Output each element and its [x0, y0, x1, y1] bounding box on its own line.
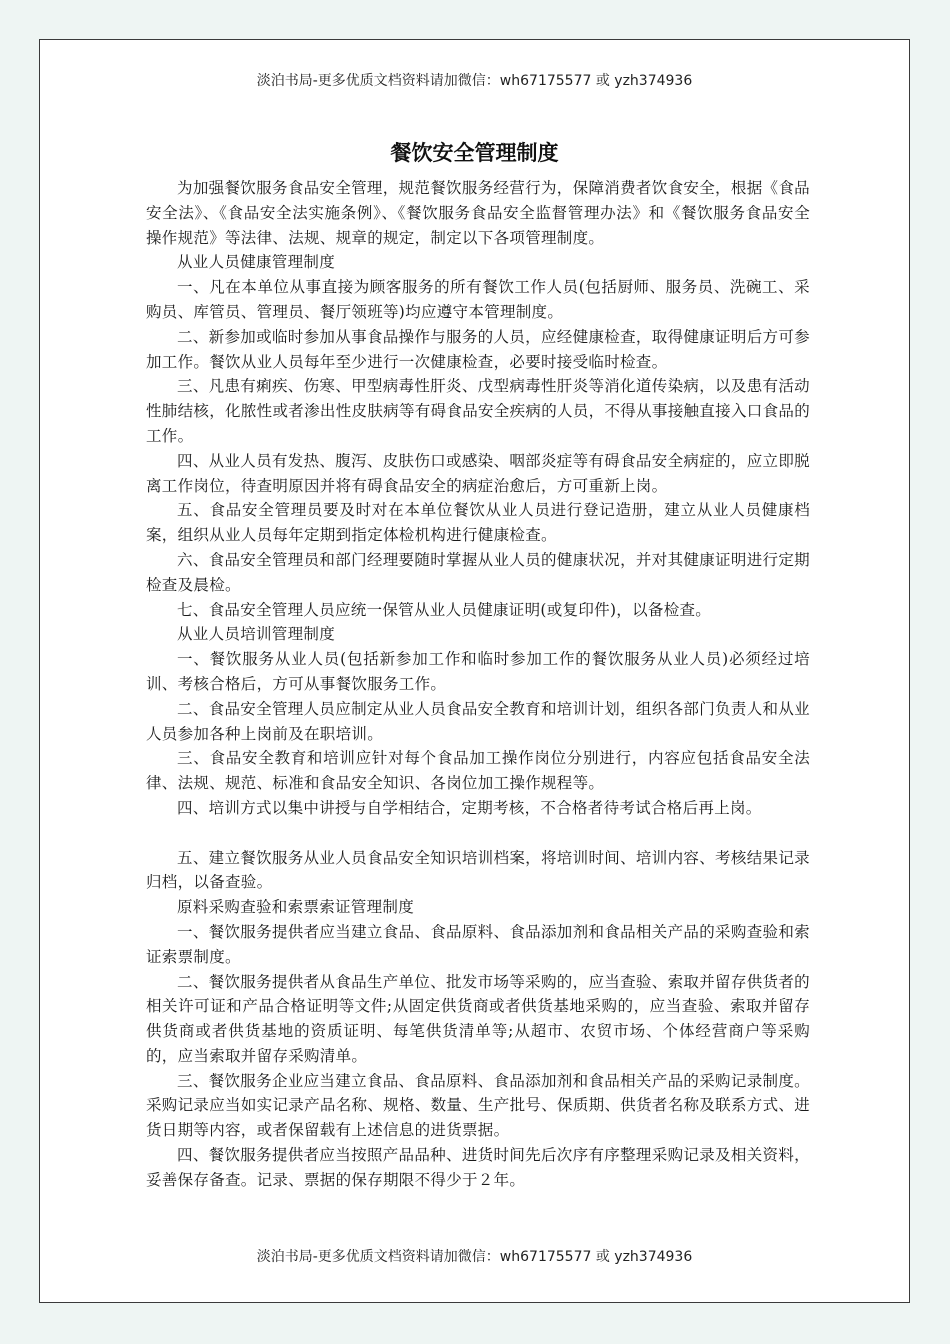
health-clause-2: 二、新参加或临时参加从事食品操作与服务的人员，应经健康检查，取得健康证明后方可参加工作。餐饮从业人员每年至少进行一次健康检查，必要时接受临时检查。	[146, 327, 810, 371]
document-page	[39, 39, 910, 1303]
health-clause-4: 四、从业人员有发热、腹泻、皮肤伤口或感染、咽部炎症等有碍食品安全病症的，应立即脱离工作岗位，待查明原因并将有碍食品安全的病症治愈后，方可重新上岗。	[146, 451, 810, 495]
procurement-clause-3: 三、餐饮服务企业应当建立食品、食品原料、食品添加剂和食品相关产品的采购记录制度。采购记录应当如实记录产品名称、规格、数量、生产批号、保质期、供货者名称及联系方式、进货日期等内容，或者保留载有上述信息的进货票据。	[146, 1071, 810, 1140]
footer-watermark: 淡泊书局-更多优质文档资料请加微信：wh67175577 或 yzh374936	[256, 1249, 693, 1265]
procurement-clause-2: 二、餐饮服务提供者从食品生产单位、批发市场等采购的，应当查验、索取并留存供货者的相关许可证和产品合格证明等文件;从固定供货商或者供货基地采购的，应当查验、索取并留存供货商或者供货基地的资质证明、每笔供货清单等;从超市、农贸市场、个体经营商户等采购的，应当索取并留存采购清单。	[146, 972, 810, 1065]
training-clause-5: 五、建立餐饮服务从业人员食品安全知识培训档案，将培训时间、培训内容、考核结果记录归档，以备查验。	[146, 848, 810, 892]
procurement-clause-4: 四、餐饮服务提供者应当按照产品品种、进货时间先后次序有序整理采购记录及相关资料，妥善保存备查。记录、票据的保存期限不得少于２年。	[146, 1146, 810, 1189]
health-clause-1: 一、凡在本单位从事直接为顾客服务的所有餐饮工作人员(包括厨师、服务员、洗碗工、采购员、库管员、管理员、餐厅领班等)均应遵守本管理制度。	[146, 278, 810, 321]
section-heading-procurement: 原料采购查验和索票索证管理制度	[177, 898, 415, 917]
section-heading-health: 从业人员健康管理制度	[177, 253, 336, 272]
health-clause-5: 五、食品安全管理员要及时对在本单位餐饮从业人员进行登记造册，建立从业人员健康档案，组织从业人员每年定期到指定体检机构进行健康检查。	[146, 501, 810, 545]
health-clause-7: 七、食品安全管理人员应统一保管从业人员健康证明(或复印件)，以备检查。	[177, 600, 712, 619]
procurement-clause-1: 一、餐饮服务提供者应当建立食品、食品原料、食品添加剂和食品相关产品的采购查验和索证索票制度。	[146, 922, 810, 966]
training-clause-2: 二、食品安全管理人员应制定从业人员食品安全教育和培训计划，组织各部门负责人和从业人员参加各种上岗前及在职培训。	[146, 699, 810, 743]
training-clause-4: 四、培训方式以集中讲授与自学相结合，定期考核，不合格者待考试合格后再上岗。	[177, 798, 762, 817]
section-heading-training: 从业人员培训管理制度	[177, 625, 336, 644]
training-clause-1: 一、餐饮服务从业人员(包括新参加工作和临时参加工作的餐饮服务从业人员)必须经过培训、考核合格后，方可从事餐饮服务工作。	[146, 650, 810, 693]
intro-paragraph: 为加强餐饮服务食品安全管理，规范餐饮服务经营行为，保障消费者饮食安全，根据《食品安全法》、《食品安全法实施条例》、《餐饮服务食品安全监督管理办法》和《餐饮服务食品安全操作规范》等法律、法规、规章的规定，制定以下各项管理制度。	[146, 179, 810, 247]
health-clause-3: 三、凡患有痢疾、伤寒、甲型病毒性肝炎、戊型病毒性肝炎等消化道传染病，以及患有活动性肺结核，化脓性或者渗出性皮肤病等有碍食品安全疾病的人员，不得从事接触直接入口食品的工作。	[146, 377, 810, 445]
document-title: 餐饮安全管理制度	[390, 141, 559, 165]
health-clause-6: 六、食品安全管理员和部门经理要随时掌握从业人员的健康状况，并对其健康证明进行定期检查及晨检。	[146, 550, 810, 594]
document-body	[146, 176, 810, 1193]
header-watermark: 淡泊书局-更多优质文档资料请加微信：wh67175577 或 yzh374936	[256, 73, 693, 89]
training-clause-3: 三、食品安全教育和培训应针对每个食品加工操作岗位分别进行，内容应包括食品安全法律、法规、规范、标准和食品安全知识、各岗位加工操作规程等。	[146, 749, 810, 793]
